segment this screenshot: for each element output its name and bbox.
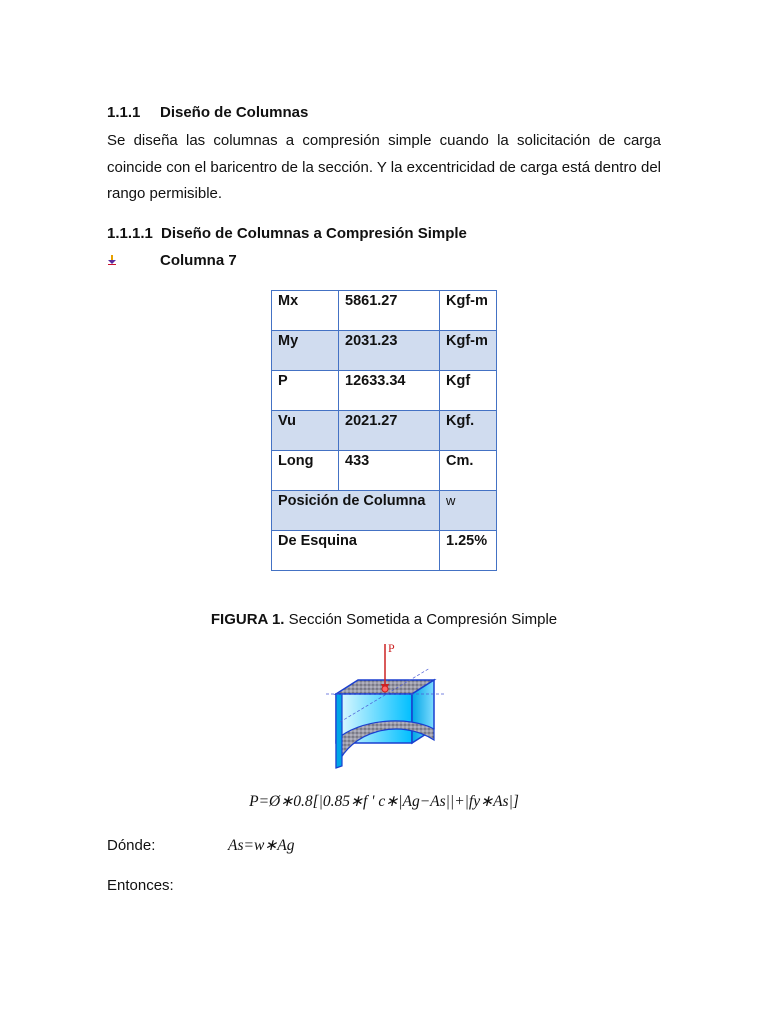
table-row <box>272 331 497 371</box>
column-section-figure <box>320 640 450 779</box>
entonces-label: Entonces: <box>107 877 174 894</box>
section-heading <box>107 104 308 121</box>
compression-formula: P=Ø∗0.8[|0.85∗f ' c∗|Ag−As||+|fy∗As|] <box>249 793 519 810</box>
figure-caption <box>0 611 768 628</box>
table-cell-value: 5861.27 <box>339 291 440 331</box>
table-cell-unit: Kgf-m <box>440 291 497 331</box>
table-cell-unit: Cm. <box>440 451 497 491</box>
intro-paragraph: Se diseña las columnas a compresión simple cuando la solicitación de carga coincide con el baricentro de la sección. Y la excentricidad de carga está dentro del rango permisible. <box>107 132 661 202</box>
table-row <box>272 411 497 451</box>
table-cell-esquina-value: 1.25% <box>440 531 497 571</box>
subsection-title: Diseño de Columnas a Compresión Simple <box>161 225 467 242</box>
column-data-table <box>271 290 497 571</box>
table-cell-label: My <box>272 331 339 371</box>
figure-caption-prefix: FIGURA 1. <box>210 611 285 628</box>
table-cell-unit: Kgf-m <box>440 331 497 371</box>
column-left-leg <box>336 694 342 768</box>
subsection-number: 1.1.1.1 <box>107 225 153 242</box>
donde-equation: As=w∗Ag <box>228 837 295 854</box>
figure-caption-text: Sección Sometida a Compresión Simple <box>284 611 558 628</box>
table-cell-unit: Kgf. <box>440 411 497 451</box>
table-cell-value: 2021.27 <box>339 411 440 451</box>
table-row-esquina <box>272 531 497 571</box>
table-cell-label: Vu <box>272 411 339 451</box>
donde-label: Dónde: <box>107 837 156 854</box>
table-cell-label: Mx <box>272 291 339 331</box>
table-cell-value: 12633.34 <box>339 371 440 411</box>
column-section-drawing <box>320 640 450 775</box>
table-cell-esquina-label: De Esquina <box>272 531 440 571</box>
table-cell-posicion-label: Posición de Columna <box>272 491 440 531</box>
bullet-text: Columna 7 <box>160 252 237 269</box>
bullet-item <box>107 252 237 269</box>
table-cell-value: 433 <box>339 451 440 491</box>
table-row <box>272 291 497 331</box>
load-label: P <box>388 641 395 655</box>
table-row-posicion <box>272 491 497 531</box>
table-row <box>272 371 497 411</box>
section-number: 1.1.1 <box>107 104 141 121</box>
arrow-down-icon <box>107 255 160 268</box>
load-point <box>382 686 388 692</box>
table-cell-posicion-value: w <box>440 491 497 531</box>
table-cell-label: Long <box>272 451 339 491</box>
section-title: Diseño de Columnas <box>160 104 309 121</box>
table-cell-unit: Kgf <box>440 371 497 411</box>
table-cell-label: P <box>272 371 339 411</box>
table-row <box>272 451 497 491</box>
table-cell-value: 2031.23 <box>339 331 440 371</box>
subsection-heading <box>107 225 467 242</box>
